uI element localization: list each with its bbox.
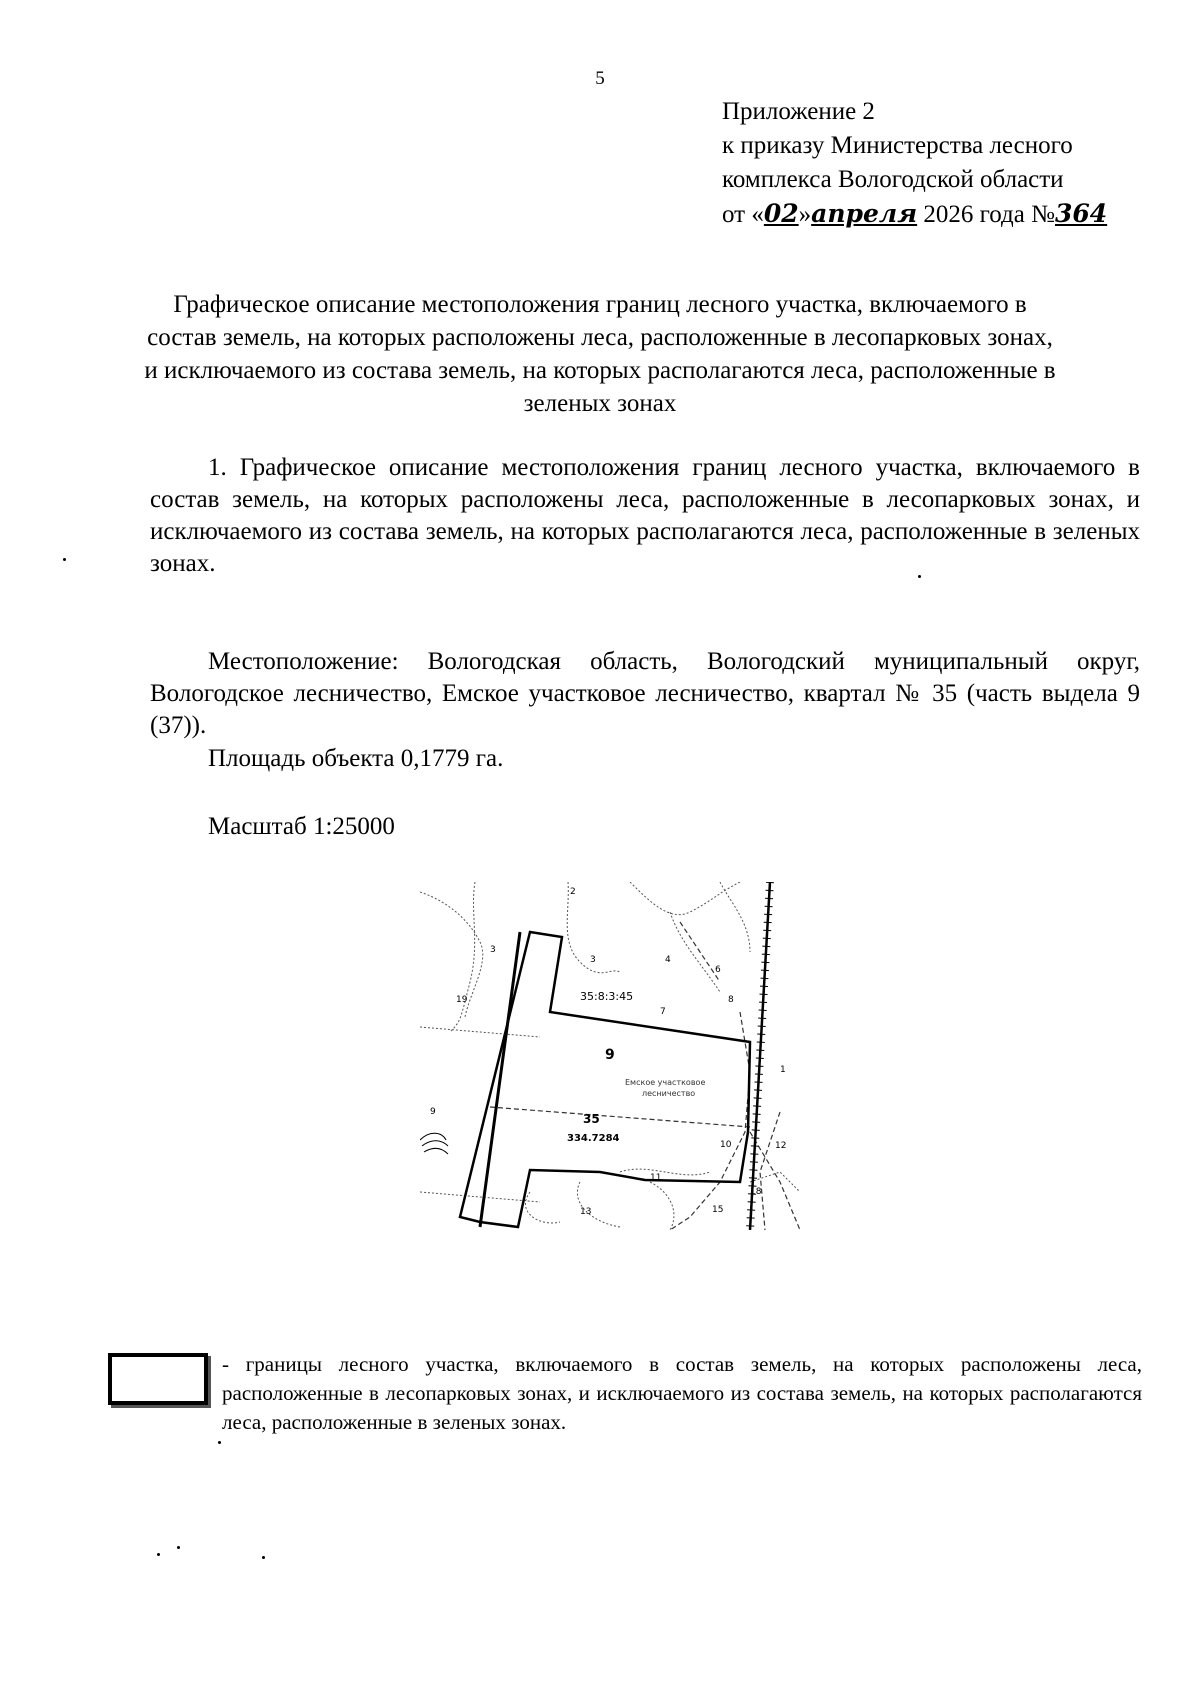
map-label-8: 8 — [728, 995, 734, 1005]
order-date-line — [722, 197, 1152, 232]
appendix-line1: к приказу Министерства лесного — [722, 132, 1073, 159]
section-1-paragraph: 1. Графическое описание местоположения границ лесного участка, включаемого в состав земель, на которых расположены леса, расположенные в лесопарковых зонах, и исключаемого из состава земель, на которых располагаются леса, расположенные в зеленых зонах. — [150, 454, 1140, 577]
date-sep: » — [798, 201, 812, 228]
scale-line: Масштаб 1:25000 — [208, 813, 395, 840]
scan-speck — [177, 1546, 180, 1549]
quarter-area: 334.7284 — [567, 1133, 620, 1144]
page-number: 5 — [595, 68, 605, 89]
appendix-line2: комплекса Вологодской области — [722, 166, 1064, 193]
legend-boundary-swatch — [108, 1353, 208, 1405]
forestry-label-2: лесничество — [642, 1089, 696, 1098]
scan-speck — [262, 1556, 265, 1559]
document-title: Графическое описание местоположения границ лесного участка, включаемого в состав земель, на которых расположены леса, расположенные в лесопарковых зонах, и исключаемого из состава земель, на которых располагаются леса, расположенные в зеленых зонах — [144, 291, 1056, 417]
scan-speck — [918, 575, 921, 578]
map-label-6: 6 — [715, 965, 721, 975]
date-prefix: от « — [722, 201, 764, 228]
cadastral-number: 35:8:3:45 — [580, 990, 634, 1003]
map-label-9: 9 — [430, 1107, 436, 1117]
parcel-boundary — [460, 932, 750, 1227]
appendix-title: Приложение 2 — [722, 98, 875, 125]
map-label-19: 19 — [456, 995, 468, 1005]
order-number: 364 — [1054, 199, 1108, 228]
map-label-10: 10 — [720, 1140, 732, 1150]
location-paragraph: Местоположение: Вологодская область, Вологодский муниципальный округ, Вологодское лесничество, Емское участковое лесничество, квартал № 35 (часть выдела 9 (37)). — [150, 648, 1140, 739]
allotment-number: 9 — [605, 1047, 615, 1063]
scan-speck — [63, 558, 66, 561]
map-label-1: 1 — [780, 1065, 786, 1075]
boundary-map — [420, 882, 820, 1230]
area-line: Площадь объекта 0,1779 га. — [208, 745, 504, 772]
map-label-18: 18 — [750, 1187, 762, 1197]
date-month: апреля — [811, 199, 918, 228]
map-label-2: 2 — [570, 887, 576, 897]
map-label-12: 12 — [775, 1141, 787, 1151]
contour-symbol — [420, 1133, 448, 1154]
quarter-number: 35 — [583, 1112, 600, 1126]
forestry-label-1: Емское участковое — [625, 1078, 706, 1087]
map-label-11: 11 — [650, 1173, 662, 1183]
map-label-3a: 3 — [490, 945, 496, 955]
map-label-4: 4 — [665, 955, 671, 965]
scan-speck — [218, 1441, 221, 1444]
map-label-7: 7 — [660, 1007, 666, 1017]
scan-speck — [157, 1553, 160, 1556]
legend-text: - границы лесного участка, включаемого в состав земель, на которых расположены леса, расположенные в лесопарковых зонах, и исключаемого из состава земель, на которых располагаются леса, расположенные в зеленых зонах. — [222, 1352, 1142, 1434]
map-label-13: 13 — [580, 1207, 592, 1217]
date-day: 02 — [763, 199, 799, 228]
date-year: 2026 года № — [923, 201, 1055, 228]
parcel-west-edge — [480, 932, 520, 1227]
map-label-3b: 3 — [590, 955, 596, 965]
appendix-header — [722, 95, 1152, 232]
map-label-15: 15 — [712, 1205, 724, 1215]
